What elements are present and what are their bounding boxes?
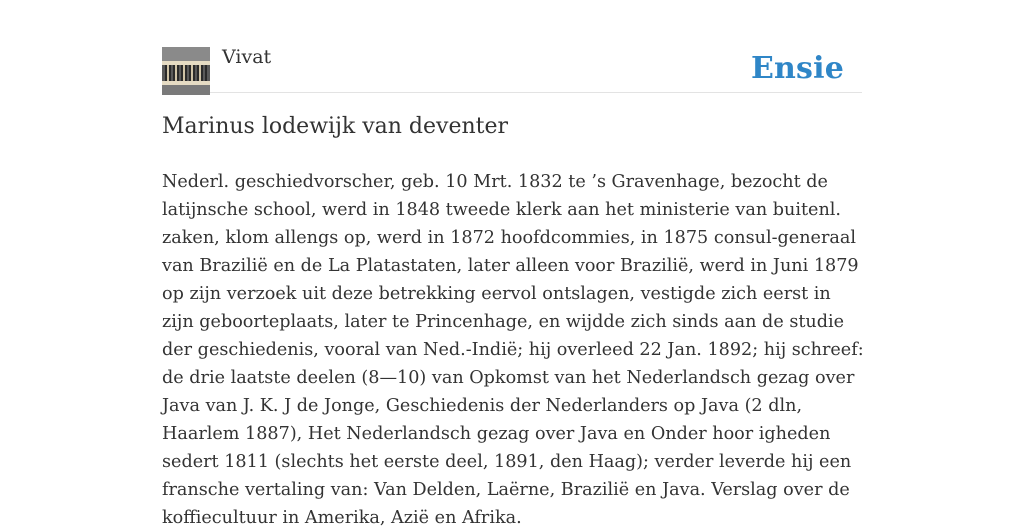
brand-logo[interactable]: Ensie <box>750 51 844 86</box>
source-name[interactable]: Vivat <box>222 46 272 68</box>
avatar[interactable] <box>162 47 210 95</box>
entry-title: Marinus lodewijk van deventer <box>162 114 509 139</box>
header <box>162 44 862 93</box>
entry-body: Nederl. geschiedvorscher, geb. 10 Mrt. 1832 te ’s Gravenhage, bezocht de latijnsche school, werd in 1848 tweede klerk aan het ministerie van buitenl. zaken, klom allengs op, werd in 1872 hoofdcommies, in 1875 consul-generaal van Brazilië en de La Platastaten, later alleen voor Brazilië, werd in Juni 1879 op zijn verzoek uit deze betrekking eervol ontslagen, vestigde zich eerst in zijn geboorteplaats, later te Princenhage, en wijdde zich sinds aan de studie der geschiedenis, vooral van Ned.-Indië; hij overleed 22 Jan. 1892; hij schreef: de drie laatste deelen (8—10) van Opkomst van het Nederlandsch gezag over Java van J. K. J de Jonge, Geschiedenis der Nederlanders op Java (2 dln, Haarlem 1887), Het Nederlandsch gezag over Java en Onder hoor igheden sedert 1811 (slechts het eerste deel, 1891, den Haag); verder leverde hij een fransche vertaling van: Van Delden, Laërne, Brazilië en Java. Verslag over de koffiecultuur in Amerika, Azië en Afrika. <box>162 172 864 528</box>
bookshelf-avatar-icon <box>162 47 210 95</box>
